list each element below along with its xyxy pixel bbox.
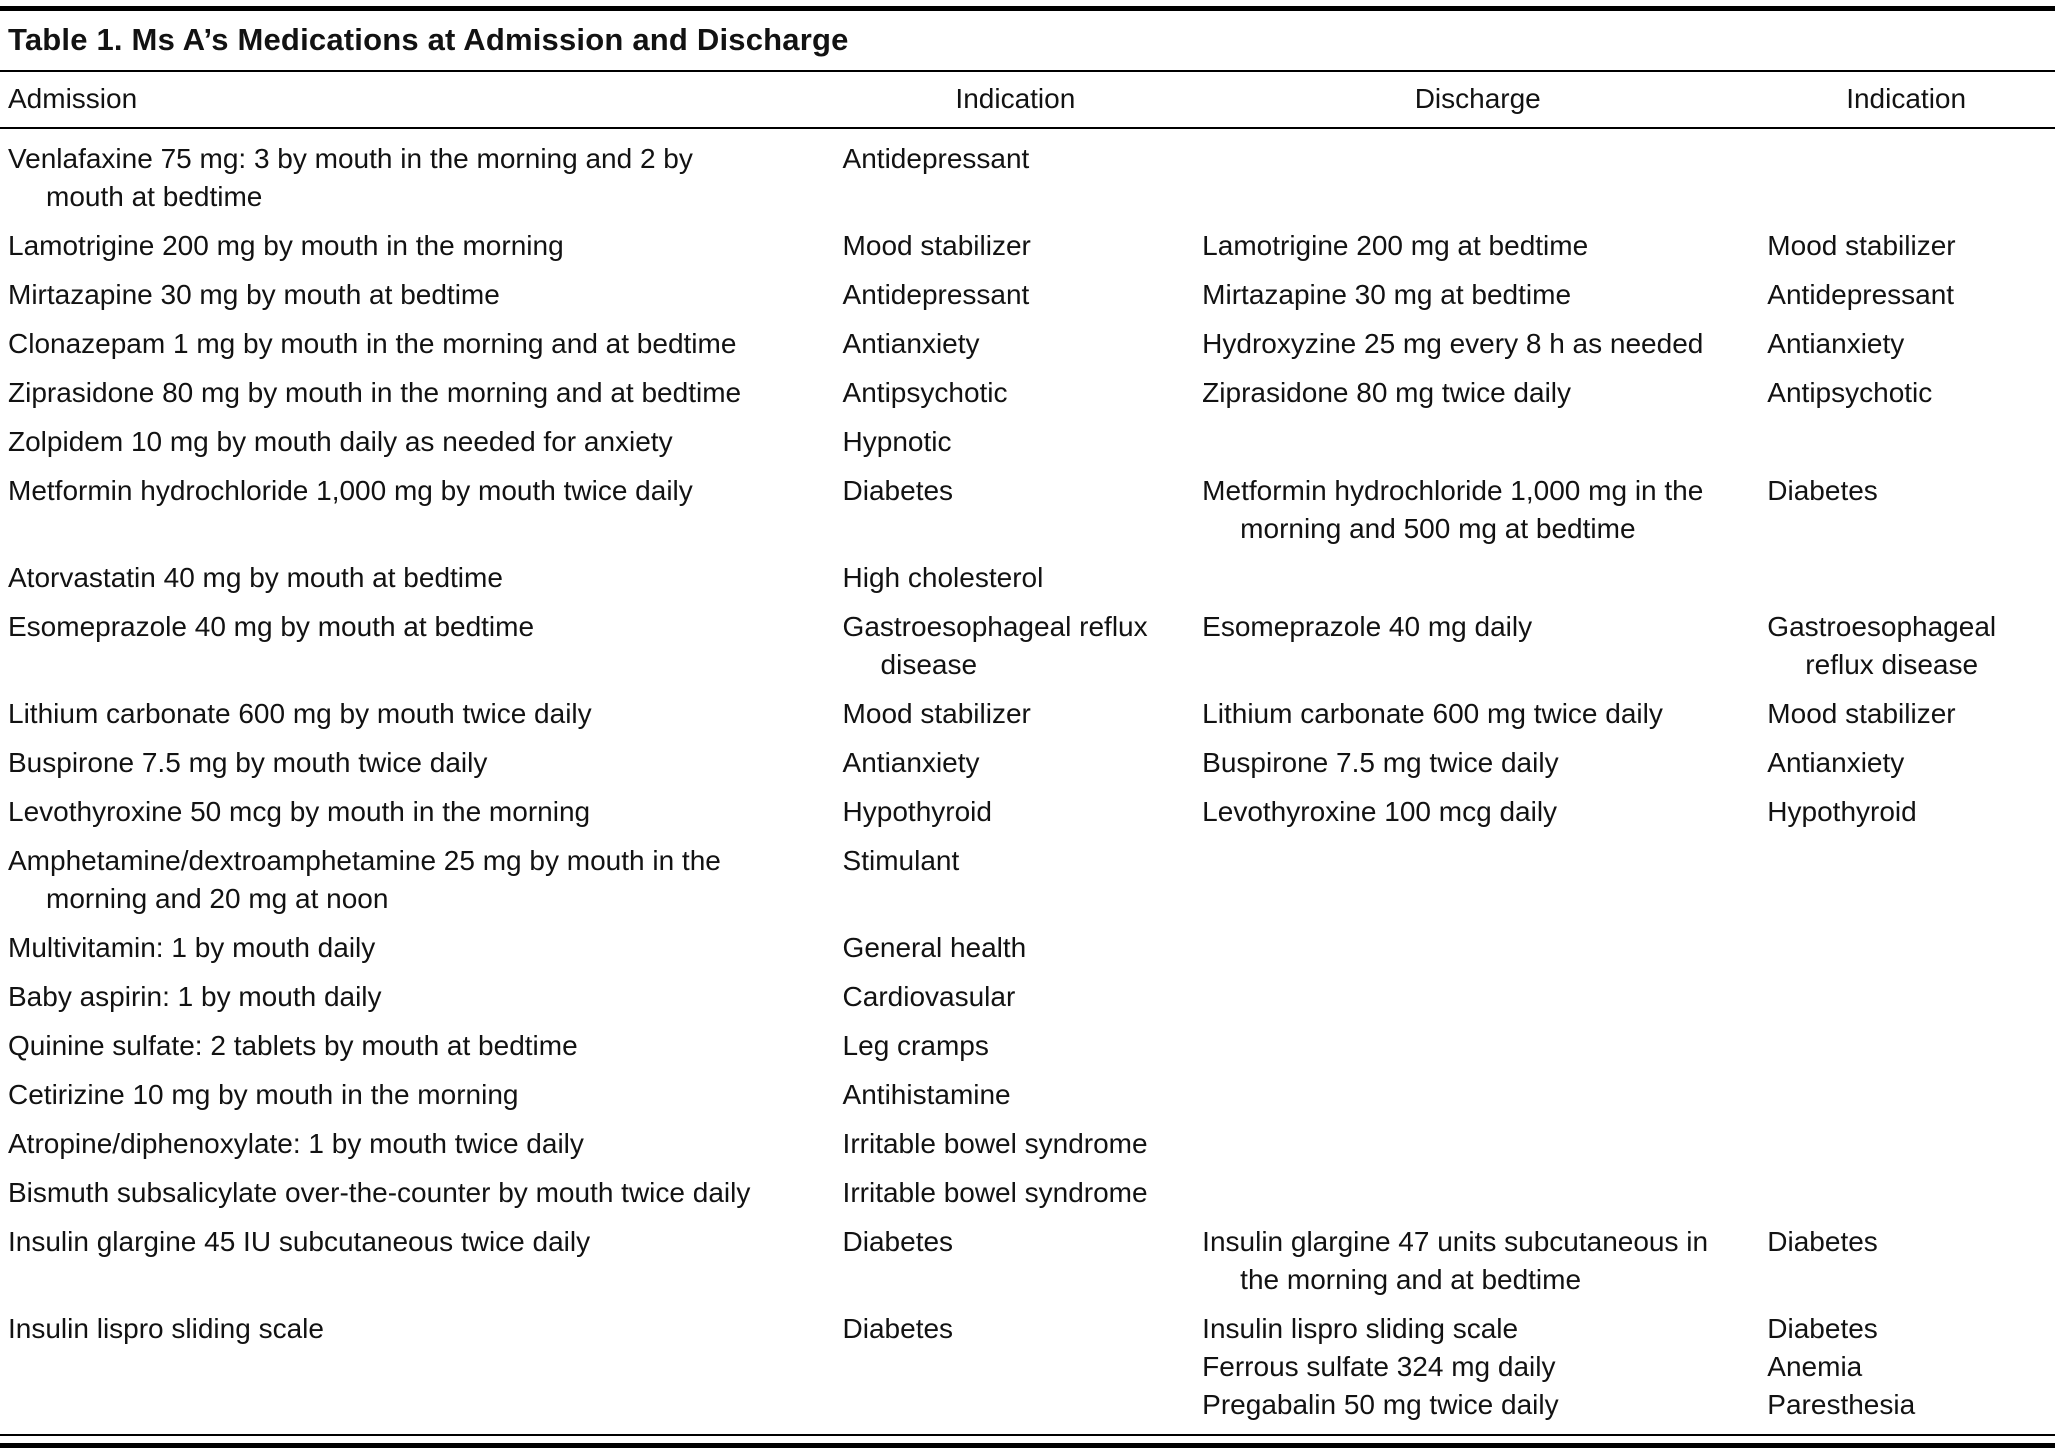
cell-indication2 <box>1767 1125 2055 1163</box>
cell-admission <box>0 472 843 548</box>
cell-admission <box>0 423 843 461</box>
cell-line: Insulin glargine 45 IU subcutaneous twice daily <box>8 1226 591 1257</box>
cell-indication <box>843 559 1203 597</box>
cell-indication <box>843 744 1203 782</box>
cell-line: Diabetes <box>842 1313 954 1344</box>
cell-line: Buspirone 7.5 mg twice daily <box>1202 747 1559 778</box>
cell-line: Pregabalin 50 mg twice daily <box>1202 1389 1559 1420</box>
cell-admission <box>0 608 843 684</box>
cell-discharge <box>1202 423 1767 461</box>
cell-admission <box>0 1076 843 1114</box>
table-row <box>0 314 2055 363</box>
cell-discharge <box>1202 695 1767 733</box>
table-row <box>0 1065 2055 1114</box>
cell-discharge <box>1202 140 1767 216</box>
cell-line: Insulin lispro sliding scale <box>1202 1313 1519 1344</box>
cell-line: Esomeprazole 40 mg daily <box>1202 611 1533 642</box>
cell-line: Antianxiety <box>842 747 980 778</box>
cell-admission <box>0 325 843 363</box>
cell-indication <box>843 793 1203 831</box>
cell-indication2 <box>1767 695 2055 733</box>
cell-indication2 <box>1767 374 2055 412</box>
cell-admission <box>0 1310 843 1424</box>
cell-indication2 <box>1767 978 2055 1016</box>
cell-admission <box>0 1027 843 1065</box>
cell-line: Esomeprazole 40 mg by mouth at bedtime <box>8 611 535 642</box>
cell-indication2 <box>1767 227 2055 265</box>
cell-line: Gastroesophageal reflux <box>842 611 1148 642</box>
cell-indication <box>843 842 1203 918</box>
cell-line: Antianxiety <box>1767 747 1905 778</box>
cell-line: Ziprasidone 80 mg by mouth in the morning and at bedtime <box>8 377 742 408</box>
table-header <box>0 70 2055 129</box>
cell-indication <box>843 325 1203 363</box>
table-row <box>0 216 2055 265</box>
cell-line: Stimulant <box>842 845 960 876</box>
cell-discharge <box>1202 842 1767 918</box>
cell-indication2 <box>1767 1174 2055 1212</box>
cell-admission <box>0 793 843 831</box>
cell-line: Mood stabilizer <box>1767 230 1956 261</box>
cell-indication2 <box>1767 608 2055 684</box>
cell-line: Diabetes <box>1767 1226 1878 1257</box>
cell-indication2 <box>1767 793 2055 831</box>
cell-line: Mood stabilizer <box>842 230 1031 261</box>
cell-line: Antipsychotic <box>842 377 1008 408</box>
cell-indication2 <box>1767 140 2055 216</box>
cell-admission <box>0 559 843 597</box>
cell-indication2 <box>1767 744 2055 782</box>
cell-indication <box>843 227 1203 265</box>
cell-line: Hydroxyzine 25 mg every 8 h as needed <box>1202 328 1704 359</box>
cell-line: Insulin lispro sliding scale <box>8 1313 324 1344</box>
cell-discharge <box>1202 978 1767 1016</box>
cell-line: Antihistamine <box>842 1079 1011 1110</box>
cell-line: disease <box>880 649 978 680</box>
cell-discharge <box>1202 227 1767 265</box>
cell-line: Insulin glargine 47 units subcutaneous in <box>1202 1226 1709 1257</box>
cell-indication2 <box>1767 559 2055 597</box>
cell-indication2 <box>1767 423 2055 461</box>
cell-line: Clonazepam 1 mg by mouth in the morning and at bedtime <box>8 328 737 359</box>
cell-admission <box>0 842 843 918</box>
cell-line: Multivitamin: 1 by mouth daily <box>8 932 376 963</box>
cell-line: Antidepressant <box>842 279 1030 310</box>
table-row <box>0 1212 2055 1299</box>
cell-indication <box>843 1310 1203 1424</box>
cell-indication <box>843 140 1203 216</box>
cell-line: Ferrous sulfate 324 mg daily <box>1202 1351 1556 1382</box>
cell-line: Paresthesia <box>1767 1389 1916 1420</box>
cell-line: Antidepressant <box>842 143 1030 174</box>
cell-line: Atropine/diphenoxylate: 1 by mouth twice daily <box>8 1128 584 1159</box>
cell-line: the morning and at bedtime <box>1240 1264 1582 1295</box>
cell-indication2 <box>1767 842 2055 918</box>
cell-discharge <box>1202 472 1767 548</box>
cell-line: Hypnotic <box>842 426 952 457</box>
table-row <box>0 265 2055 314</box>
cell-indication2 <box>1767 276 2055 314</box>
cell-discharge <box>1202 608 1767 684</box>
cell-admission <box>0 1125 843 1163</box>
cell-line: Mood stabilizer <box>842 698 1031 729</box>
cell-admission <box>0 227 843 265</box>
cell-line: Zolpidem 10 mg by mouth daily as needed for anxiety <box>8 426 673 457</box>
cell-indication <box>843 1076 1203 1114</box>
table-row <box>0 967 2055 1016</box>
cell-discharge <box>1202 1174 1767 1212</box>
cell-line: Buspirone 7.5 mg by mouth twice daily <box>8 747 488 778</box>
table-row <box>0 918 2055 967</box>
cell-line: reflux disease <box>1805 649 1979 680</box>
cell-discharge <box>1202 929 1767 967</box>
cell-indication <box>843 929 1203 967</box>
cell-indication <box>843 608 1203 684</box>
cell-line: Bismuth subsalicylate over-the-counter by mouth twice daily <box>8 1177 751 1208</box>
cell-line: Diabetes <box>842 475 954 506</box>
cell-indication <box>843 1125 1203 1163</box>
cell-line: Cetirizine 10 mg by mouth in the morning <box>8 1079 519 1110</box>
cell-line: Hypothyroid <box>842 796 992 827</box>
cell-line: Metformin hydrochloride 1,000 mg in the <box>1202 475 1704 506</box>
cell-indication <box>843 978 1203 1016</box>
cell-discharge <box>1202 744 1767 782</box>
table-body <box>0 129 2055 1436</box>
cell-discharge <box>1202 559 1767 597</box>
cell-indication2 <box>1767 325 2055 363</box>
cell-line: Levothyroxine 50 mcg by mouth in the morning <box>8 796 591 827</box>
medications-table <box>0 6 2055 1448</box>
cell-indication <box>843 374 1203 412</box>
cell-line: Lamotrigine 200 mg at bedtime <box>1202 230 1589 261</box>
cell-admission <box>0 929 843 967</box>
cell-line: Diabetes <box>1767 475 1878 506</box>
cell-line: Diabetes <box>1767 1313 1878 1344</box>
cell-discharge <box>1202 374 1767 412</box>
cell-line: Irritable bowel syndrome <box>842 1128 1148 1159</box>
cell-line: Antianxiety <box>842 328 980 359</box>
cell-line: Baby aspirin: 1 by mouth daily <box>8 981 382 1012</box>
cell-line: Lamotrigine 200 mg by mouth in the morning <box>8 230 564 261</box>
table-row <box>0 129 2055 216</box>
cell-discharge <box>1202 1076 1767 1114</box>
cell-indication2 <box>1767 1310 2055 1424</box>
cell-indication <box>843 472 1203 548</box>
table-row <box>0 461 2055 548</box>
table-row <box>0 1016 2055 1065</box>
cell-line: Hypothyroid <box>1767 796 1917 827</box>
cell-line: Antidepressant <box>1767 279 1955 310</box>
cell-discharge <box>1202 1027 1767 1065</box>
cell-admission <box>0 695 843 733</box>
cell-admission <box>0 1223 843 1299</box>
table-row <box>0 684 2055 733</box>
cell-discharge <box>1202 276 1767 314</box>
table-row <box>0 412 2055 461</box>
cell-indication2 <box>1767 472 2055 548</box>
table-row <box>0 1299 2055 1424</box>
column-header-indication: Indication <box>955 83 1076 114</box>
cell-line: morning and 500 mg at bedtime <box>1240 513 1636 544</box>
table-row <box>0 831 2055 918</box>
cell-line: Amphetamine/dextroamphetamine 25 mg by mouth in the <box>8 845 721 876</box>
table-row <box>0 548 2055 597</box>
cell-admission <box>0 140 843 216</box>
cell-admission <box>0 978 843 1016</box>
cell-admission <box>0 744 843 782</box>
column-header-discharge: Discharge <box>1414 83 1541 114</box>
cell-indication <box>843 423 1203 461</box>
cell-line: Venlafaxine 75 mg: 3 by mouth in the morning and 2 by <box>8 143 693 174</box>
cell-line: Cardiovasular <box>842 981 1016 1012</box>
table-row <box>0 782 2055 831</box>
column-header-admission: Admission <box>8 83 138 114</box>
cell-discharge <box>1202 1125 1767 1163</box>
cell-admission <box>0 1174 843 1212</box>
cell-line: Mirtazapine 30 mg by mouth at bedtime <box>8 279 500 310</box>
cell-admission <box>0 276 843 314</box>
cell-line: mouth at bedtime <box>46 181 263 212</box>
cell-line: High cholesterol <box>842 562 1044 593</box>
cell-indication <box>843 1174 1203 1212</box>
cell-line: Antipsychotic <box>1767 377 1933 408</box>
cell-line: Anemia <box>1767 1351 1863 1382</box>
cell-line: Mirtazapine 30 mg at bedtime <box>1202 279 1572 310</box>
cell-discharge <box>1202 1310 1767 1424</box>
table-row <box>0 1114 2055 1163</box>
cell-line: Quinine sulfate: 2 tablets by mouth at bedtime <box>8 1030 578 1061</box>
cell-indication2 <box>1767 1223 2055 1299</box>
cell-indication <box>843 1027 1203 1065</box>
bottom-rule <box>0 1443 2055 1448</box>
cell-line: Lithium carbonate 600 mg twice daily <box>1202 698 1663 729</box>
table-row <box>0 597 2055 684</box>
column-header-indication-discharge: Indication <box>1846 83 1967 114</box>
cell-line: Irritable bowel syndrome <box>842 1177 1148 1208</box>
cell-indication2 <box>1767 1027 2055 1065</box>
cell-line: Levothyroxine 100 mcg daily <box>1202 796 1558 827</box>
table-row <box>0 1163 2055 1212</box>
cell-discharge <box>1202 325 1767 363</box>
cell-indication <box>843 695 1203 733</box>
cell-line: General health <box>842 932 1027 963</box>
cell-indication <box>843 276 1203 314</box>
cell-line: Leg cramps <box>842 1030 989 1061</box>
table-row <box>0 363 2055 412</box>
cell-discharge <box>1202 793 1767 831</box>
table-title: Table 1. Ms A’s Medications at Admission and Discharge <box>8 22 849 57</box>
cell-discharge <box>1202 1223 1767 1299</box>
cell-admission <box>0 374 843 412</box>
cell-line: Lithium carbonate 600 mg by mouth twice daily <box>8 698 592 729</box>
cell-indication <box>843 1223 1203 1299</box>
cell-line: Metformin hydrochloride 1,000 mg by mouth twice daily <box>8 475 693 506</box>
cell-line: Mood stabilizer <box>1767 698 1956 729</box>
cell-line: Diabetes <box>842 1226 954 1257</box>
table-row <box>0 733 2055 782</box>
cell-line: Atorvastatin 40 mg by mouth at bedtime <box>8 562 503 593</box>
cell-line: Antianxiety <box>1767 328 1905 359</box>
cell-line: Gastroesophageal <box>1767 611 1997 642</box>
cell-line: morning and 20 mg at noon <box>46 883 389 914</box>
cell-indication2 <box>1767 929 2055 967</box>
cell-indication2 <box>1767 1076 2055 1114</box>
cell-line: Ziprasidone 80 mg twice daily <box>1202 377 1572 408</box>
